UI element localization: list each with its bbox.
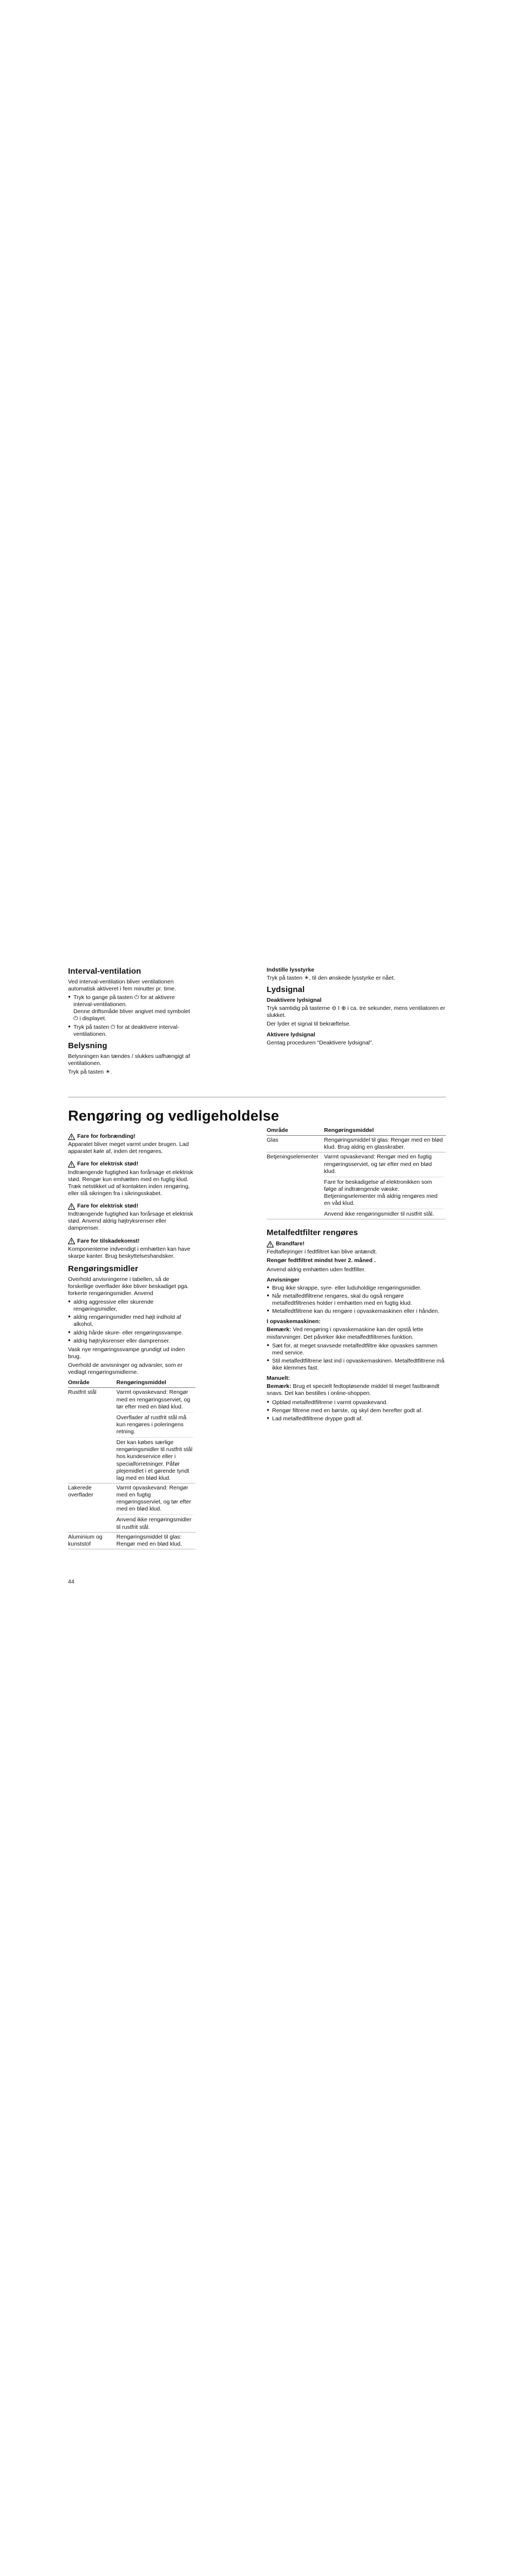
table-cell-agent — [324, 1136, 446, 1152]
cleaning-left-column — [68, 1133, 195, 1553]
table-cell-line: Anvend ikke rengøringsmidler til rustfrit stål. — [116, 1516, 192, 1530]
lydsignal-deact-title: Deaktivere lydsignal — [267, 997, 322, 1003]
table-header-row — [68, 1378, 195, 1388]
list-item — [68, 1314, 195, 1328]
anvisninger-item: Metalfedtfiltrene kan du rengøre i opvaskemaskinen eller i hånden. — [272, 1308, 439, 1315]
manual-note — [267, 1383, 446, 1397]
table-header-row — [267, 1126, 446, 1136]
table-cell-area: Aluminium og kunststof — [68, 1532, 117, 1549]
interval-ventilation-section — [68, 967, 195, 1077]
lydsignal-act-body: Gentag proceduren "Deaktivere lydsignal". — [267, 1039, 374, 1046]
cleaning-table-right — [267, 1126, 446, 1219]
manual-list — [267, 1399, 446, 1422]
interval-list — [68, 994, 195, 1038]
section-title: Rengøring og vedligeholdelse — [68, 1108, 280, 1124]
table-row — [267, 1136, 446, 1152]
table-header-area: Område — [267, 1126, 324, 1136]
rengoringsmidler-item: aldrig højtryksrenser eller damprenser. — [73, 1337, 171, 1344]
fire-warning — [267, 1240, 446, 1247]
shock-warning-1-title: Fare for elektrisk stød! — [77, 1161, 139, 1168]
interval-intro: Ved interval-ventilation bliver ventilationen automatisk aktiveret i fem minutter pr. time. — [68, 978, 177, 992]
warning-triangle-icon — [68, 1161, 75, 1168]
list-item — [267, 1308, 446, 1315]
table-header-area: Område — [68, 1378, 117, 1388]
interval-item-1-note: Denne driftsmåde bliver angivet med symbolet ⏻ i displayet. — [73, 1008, 190, 1022]
list-item — [68, 1338, 195, 1345]
table-cell-area: Betjeningselementer — [267, 1152, 324, 1219]
shock-warning-1 — [68, 1161, 195, 1168]
table-row — [68, 1483, 195, 1532]
table-cell-line: Fare for beskadigelse af elektronikken som følge af indtrængende væske. Betjeningselementer må aldrig rengøres med en våd klud. — [324, 1179, 444, 1210]
list-item — [267, 1407, 446, 1414]
lydsignal-deact-confirm: Der lyder et signal til bekræftelse. — [267, 1021, 351, 1028]
list-item — [267, 1399, 446, 1406]
burn-warning-title: Fare for forbrænding! — [77, 1133, 135, 1139]
table-cell-line: Overflader af rustfrit stål må kun rengøres i poleringens retning. — [117, 1414, 193, 1438]
shock-warning-1-body: Indtrængende fugtighed kan forårsage et elektrisk stød. Rengør kun emhætten med en fugtig klud. Træk netstikket ud af kontakten inden rengøring, eller slå sikringen fra i sikringsskabet. — [68, 1169, 193, 1197]
fire-warning-title: Brandfare! — [276, 1240, 305, 1247]
list-item — [267, 1293, 446, 1307]
shock-warning-2-title: Fare for elektrisk stød! — [77, 1203, 139, 1209]
lydsignal-deact-body: Tryk samtidig på tasterne ⊖ I ⊕ i ca. tre sekunder, mens ventilatoren er slukket. — [267, 1005, 445, 1019]
table-cell-line: Anvend ikke rengøringsmidler til rustfrit stål. — [324, 1211, 434, 1218]
burn-warning — [68, 1133, 195, 1140]
list-item — [68, 994, 195, 1023]
table-cell-line: Varmt opvaskevand: Rengør med en fugtig rengøringsserviet, og tør efter med en blød klud. — [117, 1485, 193, 1515]
interval-item-1: Tryk to gange på tasten ⏻ for at aktivere interval-ventilationen. — [73, 994, 175, 1008]
anvisninger-title: Anvisninger — [267, 1276, 300, 1283]
table-cell-agent — [117, 1388, 195, 1483]
list-item — [267, 1285, 446, 1292]
interval-title: Interval-ventilation — [68, 967, 141, 976]
anvisninger-list — [267, 1285, 446, 1316]
rengoringsmidler-item: aldrig aggressive eller skurende rengøringsmidler, — [73, 1299, 154, 1313]
table-cell-line: Der kan købes særlige rengøringsmidler til rustfrit stål hos kundeservice eller i specialforretninger. Påfør plejemidlet i et gørende tyndt lag med en blød klud. — [116, 1439, 193, 1481]
cut-warning — [68, 1238, 195, 1245]
cut-warning-body: Komponenterne indvendigt i emhætten kan have skarpe kanter. Brug beskyttelseshandsker. — [68, 1245, 191, 1259]
page-number: 44 — [68, 1579, 74, 1585]
lysstyrke-body: Tryk på tasten ☀, til den ønskede lysstyrke er nået. — [267, 975, 395, 982]
table-cell-line: Varmt opvaskevand: Rengør med en rengøringsserviet, og tør efter med en blød klud. — [117, 1389, 193, 1412]
table-cell-area: Glas — [267, 1136, 324, 1152]
list-item — [68, 1299, 195, 1313]
table-cell-agent — [324, 1152, 446, 1219]
anvisninger-item: Brug ikke skrappe, syre- eller luduholdige rengøringsmidler. — [272, 1284, 422, 1291]
dishwasher-note — [267, 1326, 446, 1340]
burn-warning-body: Apparatet bliver meget varmt under brugen. Lad apparatet køle af, inden det rengøres. — [68, 1141, 189, 1155]
rengoringsmidler-item: aldrig rengøringsmidler med højt indhold af alkohol, — [73, 1314, 181, 1328]
anvisninger-item: Når metalfedtfiltrene rengøres, skal du også rengøre metalfedtfiltrenes holder i emhætten med en fugtig klud. — [272, 1292, 412, 1306]
dishwasher-item: Stil metalfedtfiltrene løst ind i opvaskemaskinen. Metalfedtfiltrene må ikke klemmes fast. — [272, 1357, 445, 1371]
manual-note-label: Bemærk: — [267, 1383, 292, 1390]
table-cell-agent — [117, 1532, 195, 1549]
table-header-agent: Rengøringsmiddel — [324, 1126, 446, 1136]
table-cell-line: Rengøringsmiddel til glas: Rengør med en blød klud. Brug aldrig en glasskraber. — [324, 1137, 443, 1151]
table-cell-line: Varmt opvaskevand: Rengør med en fugtig rengøringsserviet, og tør efter med en blød klud. — [324, 1154, 444, 1177]
rengoringsmidler-note-2: Overhold de anvisninger og advarsler, som er vedlagt rengøringsmidlerne. — [68, 1362, 182, 1376]
table-cell-line: Rengøringsmiddel til glas: Rengør med en blød klud. — [116, 1533, 182, 1547]
lysstyrke-title: Indstille lysstyrke — [267, 967, 315, 973]
manual-title: Manuelt: — [267, 1375, 290, 1382]
belysning-body: Belysningen kan tændes / slukkes uafhængigt af ventilationen. — [68, 1053, 190, 1067]
cleaning-right-column — [267, 1126, 446, 1424]
dishwasher-item: Sæt for, at meget snavsede metalfedtfiltre ikke opvaskes sammen med service. — [272, 1342, 438, 1356]
list-item — [68, 1024, 195, 1038]
table-cell-area: Lakerede overflader — [68, 1483, 117, 1532]
table-cell-agent — [117, 1483, 195, 1532]
table-header-agent: Rengøringsmiddel — [117, 1378, 195, 1388]
dishwasher-note-label: Bemærk: — [267, 1326, 292, 1333]
table-row — [68, 1532, 195, 1549]
interval-item-2: Tryk på tasten ⏻ for at deaktivere interval-ventilationen. — [73, 1023, 179, 1037]
dishwasher-list — [267, 1343, 446, 1372]
lydsignal-title: Lydsignal — [267, 985, 305, 995]
rengoringsmidler-title: Rengøringsmidler — [68, 1264, 138, 1273]
list-item — [267, 1343, 446, 1357]
manual-item: Opblød metalfedtfiltrene i varmt opvaskevand. — [272, 1399, 388, 1406]
warning-triangle-icon — [68, 1238, 75, 1244]
shock-warning-2-body: Indtrængende fugtighed kan forårsage et elektrisk stød. Anvend aldrig højtryksrenser eller damprenser. — [68, 1211, 193, 1232]
cut-warning-title: Fare for tilskadekomst! — [77, 1237, 140, 1244]
list-item — [267, 1358, 446, 1372]
dishwasher-note-text: Ved rengøring i opvaskemaskine kan der opstå lette misfarvninger. Det påvirker ikke metalfedtfiltrenes funktion. — [267, 1326, 424, 1340]
fire-warning-bold: Rengør fedtfiltret mindst hver 2. måned . — [267, 1257, 376, 1264]
belysning-action: Tryk på tasten ☀. — [68, 1068, 112, 1075]
rengoringsmidler-intro: Overhold anvisningerne i tabellen, så de forskellige overflader ikke bliver beskadiget pga. forkerte rengøringsmidler. Anvend — [68, 1276, 189, 1297]
manual-note-text: Brug et specielt fedtopløsende middel til meget fastbrændt snavs. Det kan bestilles i online-shoppen. — [267, 1383, 439, 1397]
rengoringsmidler-note-1: Vask nye rengøringssvampe grundigt ud inden brug. — [68, 1346, 185, 1360]
warning-triangle-icon — [68, 1134, 75, 1140]
warning-triangle-icon — [68, 1203, 75, 1210]
fire-warning-after: Anvend aldrig emhætten uden fedtfilter. — [267, 1266, 366, 1273]
list-item — [267, 1415, 446, 1422]
belysning-title: Belysning — [68, 1041, 107, 1050]
table-row — [68, 1388, 195, 1483]
warning-triangle-icon — [267, 1241, 274, 1247]
cleaning-table-left — [68, 1378, 195, 1549]
table-row — [267, 1152, 446, 1219]
dishwasher-title: I opvaskemaskinen: — [267, 1318, 321, 1325]
metal-filter-title: Metalfedtfilter rengøres — [267, 1228, 358, 1238]
lydsignal-section — [267, 967, 446, 1048]
fire-warning-body: Fedtaflejringer i fedtfiltret kan blive antændt. — [267, 1249, 377, 1256]
shock-warning-2 — [68, 1203, 195, 1210]
lydsignal-act-title: Aktivere lydsignal — [267, 1031, 315, 1038]
manual-item: Lad metalfedtfiltrene dryppe godt af. — [272, 1415, 363, 1422]
rengoringsmidler-item: aldrig hårde skure- eller rengøringssvampe. — [73, 1329, 184, 1336]
list-item — [68, 1330, 195, 1337]
rengoringsmidler-list — [68, 1299, 195, 1345]
table-cell-area: Rustfrit stål — [68, 1388, 117, 1483]
manual-item: Rengør filtrene med en børste, og skyl dem herefter godt af. — [272, 1407, 423, 1414]
